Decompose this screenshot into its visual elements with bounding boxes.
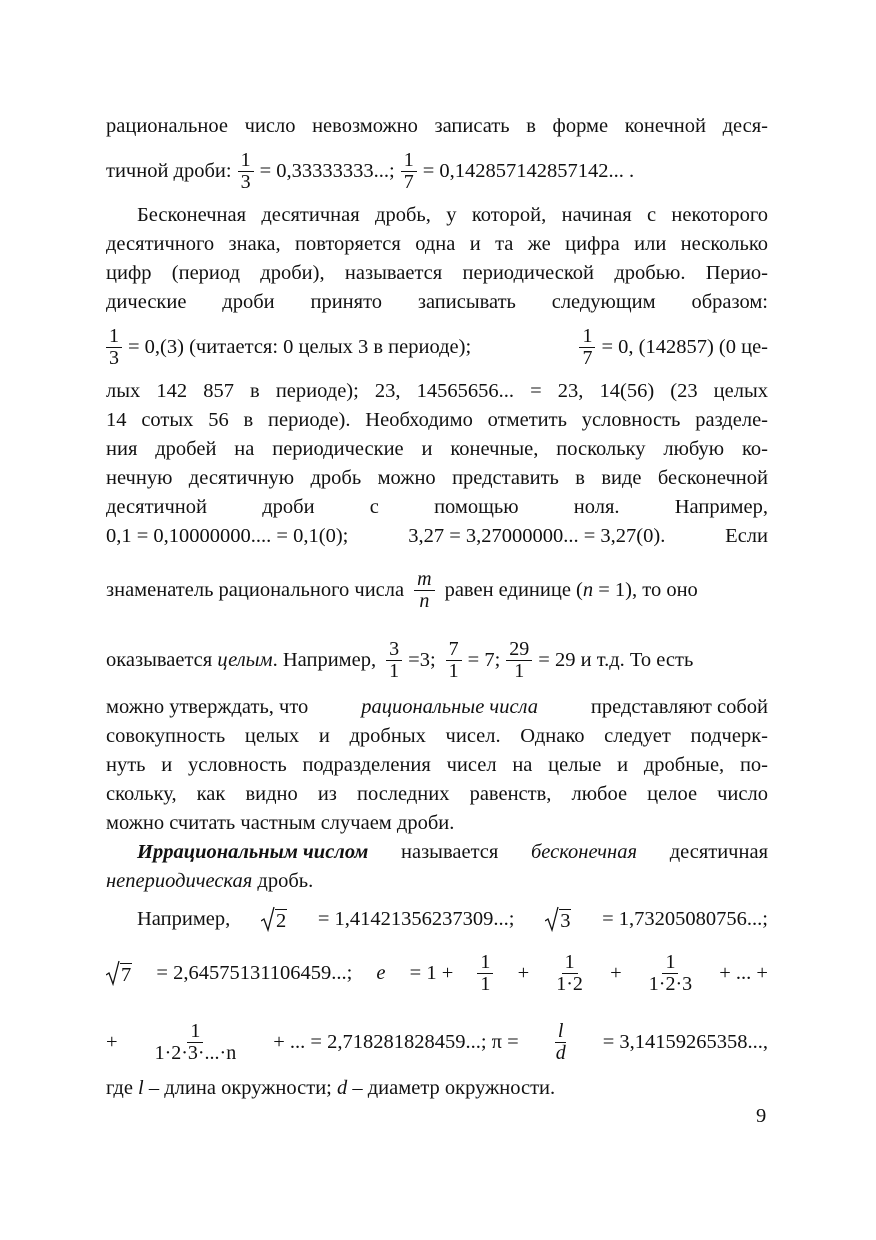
fraction: $\frac{7}{1}$ <box>446 639 462 682</box>
fraction: $\frac{1}{1\cdot 2\cdot 3\cdot...\cdot n}$ <box>154 1019 237 1064</box>
fraction: $\frac{3}{1}$ <box>386 639 402 682</box>
fraction: $\frac{1}{7}$ <box>579 326 595 369</box>
fraction: $\frac{1}{3}$ <box>238 150 254 193</box>
fraction: $\frac{29}{1}$ <box>506 639 532 682</box>
text-line: можно считать частным случаем дроби. <box>106 812 455 834</box>
text-line: 0,1 = 0,10000000.... = 0,1(0); 3,27 = 3,27000000... = 3,27(0). Если <box>106 525 768 547</box>
fraction: $\frac{1}{1\cdot 2\cdot 3}$ <box>648 950 693 995</box>
equation-line: 7 = 2,64575131106459...; e = 1 + $\frac{1}{1}$ + $\frac{1}{1\cdot 2}$ + $\frac{1}{1\cdot 2\cdot 3}$ + ... + <box>106 942 768 1004</box>
equation-line: оказывается целым . Например, $\frac{3}{1}$ =3; $\frac{7}{1}$ = 7; $\frac{29}{1}$ = 29 и т.д. То есть <box>106 637 694 682</box>
sqrt-symbol: 7 <box>106 960 132 987</box>
text-line: цифр (период дроби), называется периодической дробью. Перио- <box>106 262 768 284</box>
text-line: лых 142 857 в периоде); 23, 14565656... = 23, 14(56) (23 целых <box>106 380 768 402</box>
fraction: $\frac{1}{1}$ <box>477 952 493 995</box>
fraction: $\frac{1}{1\cdot 2}$ <box>556 950 583 995</box>
sqrt-symbol: 2 <box>261 906 287 933</box>
text-line: десятичной дроби с помощью ноля. Например, <box>106 496 768 518</box>
text-line: ния дробей на периодические и конечные, поскольку любую ко- <box>106 438 768 460</box>
text-line: нечную десятичную дробь можно представить в виде бесконечной <box>106 467 768 489</box>
text-line: десятичного знака, повторяется одна и та же цифра или несколько <box>106 233 768 255</box>
text-line: где l – длина окружности; d – диаметр окружности. <box>106 1077 556 1099</box>
text-line: непериодическая дробь. <box>106 870 314 892</box>
fraction: $\frac{1}{3}$ <box>106 326 122 369</box>
text-line: нуть и условность подразделения чисел на целые и дробные, по- <box>106 754 768 776</box>
equation-line: знаменатель рационального числа m n равен единице ( n = 1), то оно <box>106 567 698 612</box>
equation-line: + $\frac{1}{1\cdot 2\cdot 3\cdot...\cdot n}$ + ... = 2,718281828459...; π = $\frac{l}{d}$ = 3,14159265358..., <box>106 1019 768 1064</box>
page-body <box>106 112 768 1103</box>
text-line: дические дроби принято записывать следующим образом: <box>106 291 768 313</box>
fraction: $\frac{l}{d}$ <box>555 1019 566 1064</box>
text-line: можно утверждать, что рациональные числа представляют собой <box>106 696 768 718</box>
text-line: скольку, как видно из последних равенств, любое целое число <box>106 783 768 805</box>
equation-line: $\frac{1}{3}$ = 0,(3) (читается: 0 целых 3 в периоде); $\frac{1}{7}$ = 0, (142857) (0 це- <box>106 317 768 377</box>
definition-line: Иррациональным числом называется бесконечная десятичная <box>137 841 768 863</box>
sqrt-symbol: 3 <box>545 906 571 933</box>
equation-line: тичной дроби: $\frac{1}{3}$ = 0,33333333...; $\frac{1}{7}$ = 0,142857142857142... . <box>106 148 635 193</box>
fraction: $\frac{1}{7}$ <box>401 150 417 193</box>
page-number: 9 <box>756 1105 767 1127</box>
equation-line: Например, 2 = 1,41421356237309...; 3 = 1,73205080756...; <box>137 907 768 932</box>
fraction: m n <box>414 569 434 612</box>
text-line: 14 сотых 56 в периоде). Необходимо отметить условность разделе- <box>106 409 768 431</box>
text-line: рациональное число невозможно записать в форме конечной деся- <box>106 115 768 137</box>
text-line: совокупность целых и дробных чисел. Однако следует подчерк- <box>106 725 768 747</box>
paragraph-start: Бесконечная десятичная дробь, у которой, начиная с некоторого <box>137 204 768 226</box>
